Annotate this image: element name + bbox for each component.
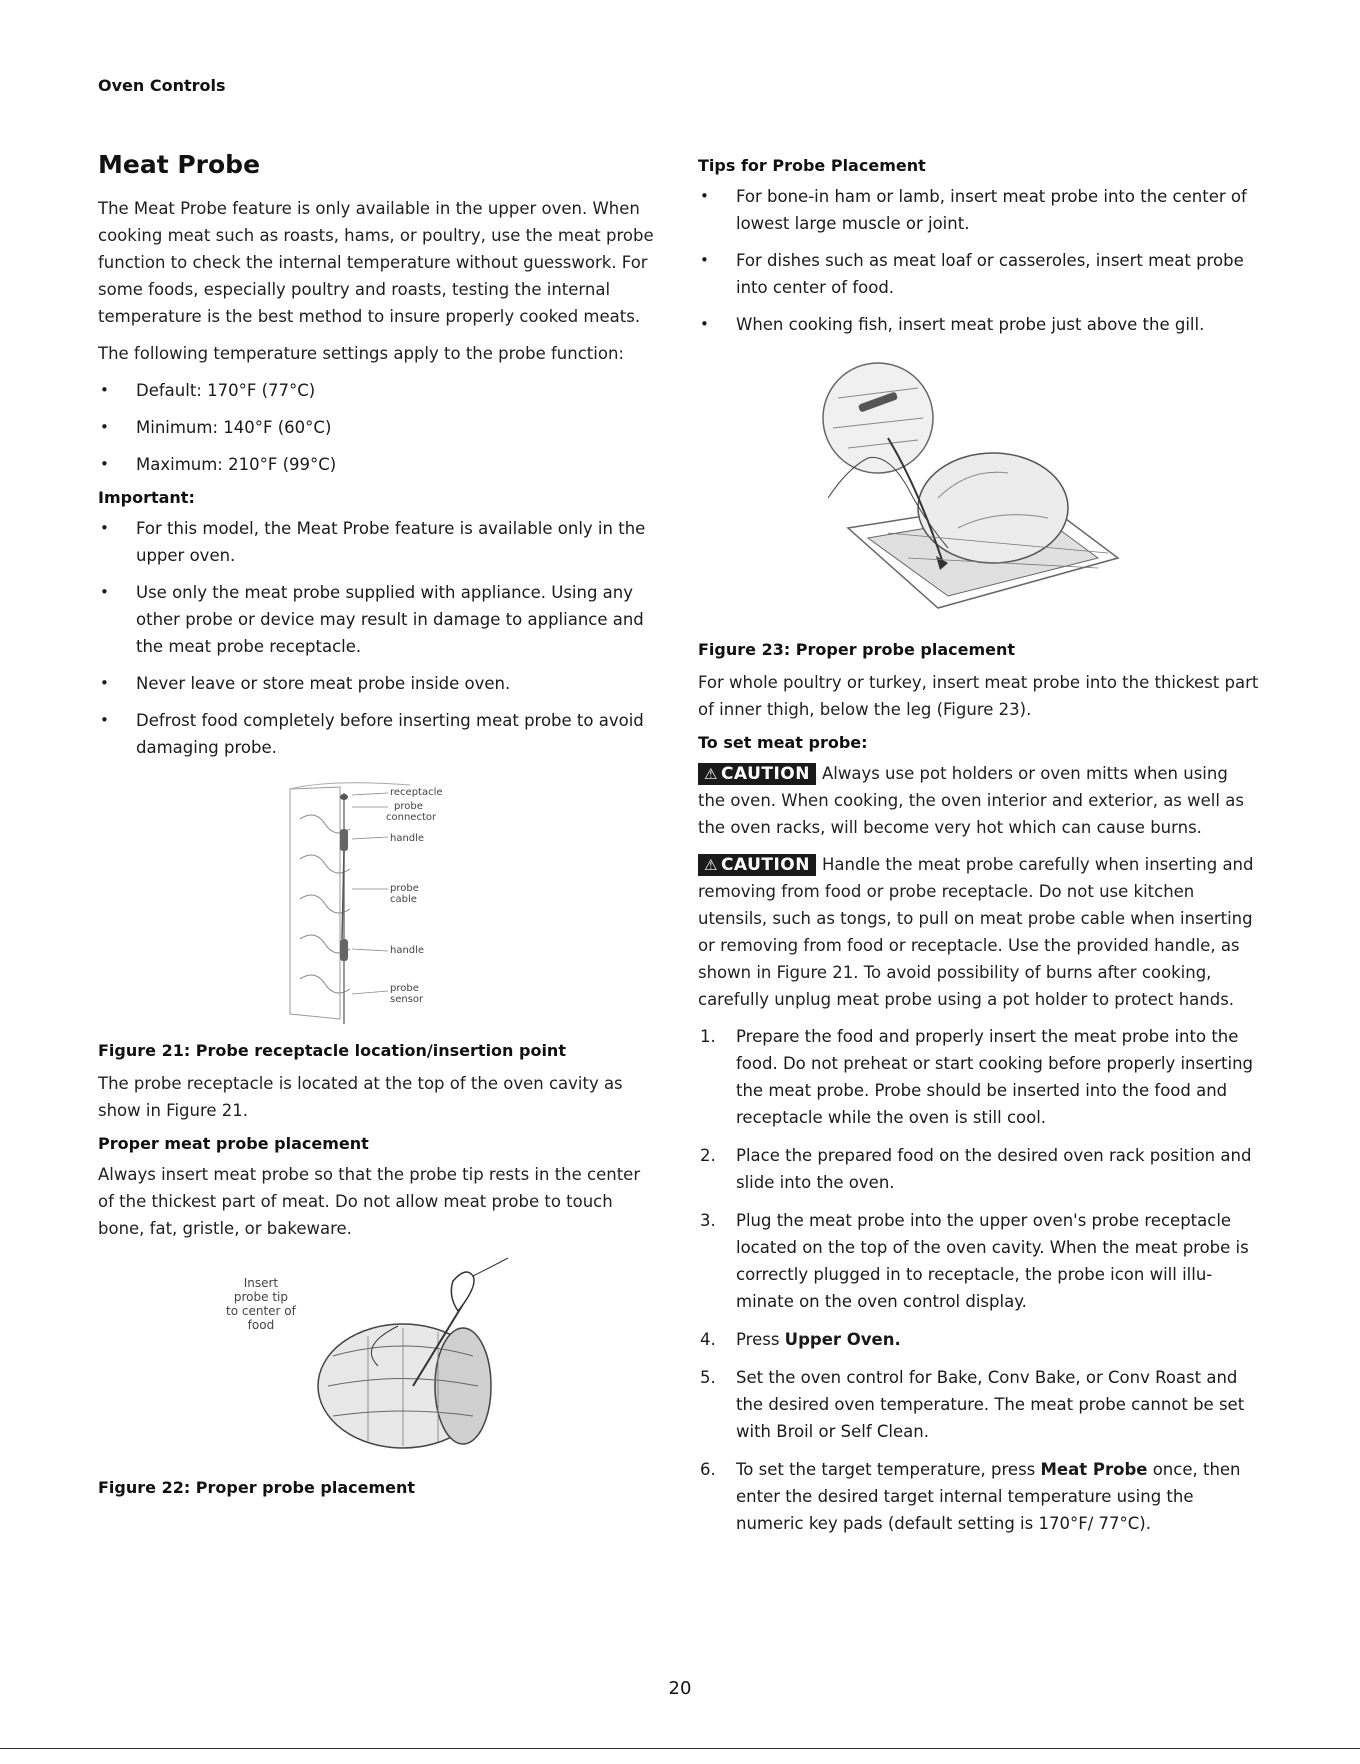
caution-text: Handle the meat probe carefully when inserting and removing from food or probe receptacle. Do not use kitchen utensils, such as tongs, to pull on meat probe cable when inserting or removing from food or receptacle. Use the provided handle, as shown in Figure 21. To avoid possibility of burns after cooking, carefully unplug meat probe using a pot holder to protect hands.	[698, 855, 1254, 1009]
poultry-paragraph: For whole poultry or turkey, insert meat probe into the thickest part of inner thigh, below the leg (Figure 23).	[698, 673, 1259, 719]
step-text: Plug the meat probe into the upper oven's probe receptacle located on the top of the oven cavity. When the meat probe is correctly plugged in to receptacle, the probe icon will illu-minate on the oven control display.	[736, 1211, 1249, 1311]
setup-steps-list	[698, 1023, 1260, 1537]
warning-triangle-icon: ⚠	[704, 765, 718, 783]
important-heading: Important:	[98, 488, 195, 507]
important-list	[98, 515, 660, 761]
figure-22-caption: Figure 22: Proper probe placement	[98, 1478, 416, 1497]
placement-heading: Proper meat probe placement	[98, 1134, 369, 1153]
list-item	[698, 1142, 1260, 1196]
settings-intro: The following temperature settings apply to the probe function:	[98, 344, 624, 363]
label-line: probe tip	[233, 1290, 288, 1304]
figure-21-caption: Figure 21: Probe receptacle location/insertion point	[98, 1041, 566, 1060]
list-item	[698, 1456, 1260, 1537]
step-text: Place the prepared food on the desired oven rack position and slide into the oven.	[736, 1146, 1252, 1192]
step-text: To set the target temperature, press	[736, 1460, 1041, 1479]
list-item	[698, 1364, 1260, 1445]
step-number: 6.	[700, 1460, 716, 1479]
step-bold-text: Upper Oven.	[784, 1330, 901, 1349]
step-text: Set the oven control for Bake, Conv Bake, or Conv Roast and the desired oven temperature. The meat probe cannot be set with Broil or Self Clean.	[736, 1368, 1245, 1441]
label-line: to center of	[226, 1304, 296, 1318]
label-line: Insert	[243, 1276, 279, 1290]
placement-paragraph: Always insert meat probe so that the probe tip rests in the center of the thickest part of meat. Do not allow meat probe to touch bone, fat, gristle, or bakeware.	[98, 1165, 641, 1238]
step-text: once, then enter the desired target internal temperature using the numeric key pads (default setting is 170°F/ 77°C).	[736, 1460, 1241, 1533]
caution-text: Always use pot holders or oven mitts when using the oven. When cooking, the oven interior and exterior, as well as the oven racks, will become very hot which can cause burns.	[698, 764, 1244, 837]
step-bold-text: Meat Probe	[1040, 1460, 1148, 1479]
warning-triangle-icon: ⚠	[704, 856, 718, 874]
list-item: • For dishes such as meat loaf or casseroles, insert meat probe into center of food.	[698, 247, 1260, 301]
list-item: • When cooking fish, insert meat probe just above the gill.	[698, 311, 1260, 338]
caution-paragraph-2	[698, 851, 1260, 1013]
step-text: Prepare the food and properly insert the meat probe into the food. Do not preheat or start cooking before properly inserting the meat probe. Probe should be inserted into the food and receptacle while the oven is still cool.	[736, 1027, 1254, 1127]
right-column	[698, 156, 1260, 1548]
tips-list	[698, 183, 1260, 338]
figure-21-probe-receptacle	[270, 779, 510, 1029]
left-column	[98, 150, 660, 1507]
caution-label: CAUTION	[720, 764, 810, 784]
label-probe-cable-line1: probe	[390, 883, 419, 894]
list-item	[698, 1207, 1260, 1315]
list-item: • For this model, the Meat Probe feature is available only in the upper oven.	[98, 515, 660, 569]
figure-22-probe-placement	[218, 1256, 518, 1466]
label-insert-probe-tip	[226, 1276, 296, 1332]
step-text: Press	[736, 1330, 785, 1349]
label-line: food	[247, 1318, 275, 1332]
receptacle-paragraph: The probe receptacle is located at the top of the oven cavity as show in Figure 21.	[98, 1074, 623, 1120]
label-handle-bottom: handle	[390, 945, 425, 956]
label-probe-sensor-line2: sensor	[390, 994, 424, 1005]
page-number: 20	[668, 1678, 692, 1699]
caution-badge	[698, 763, 816, 785]
step-number: 2.	[700, 1146, 716, 1165]
list-item: • Maximum: 210°F (99°C)	[98, 451, 660, 478]
list-item: • Default: 170°F (77°C)	[98, 377, 660, 404]
step-number: 4.	[700, 1330, 716, 1349]
label-handle-top: handle	[390, 833, 425, 844]
list-item: • For bone-in ham or lamb, insert meat probe into the center of lowest large muscle or joint.	[698, 183, 1260, 237]
caution-paragraph-1	[698, 760, 1260, 841]
list-item: • Never leave or store meat probe inside oven.	[98, 670, 660, 697]
figure-23-caption: Figure 23: Proper probe placement	[698, 640, 1016, 659]
label-probe-connector-line2: connector	[386, 812, 437, 823]
step-number: 1.	[700, 1027, 716, 1046]
label-probe-sensor-line1: probe	[390, 983, 419, 994]
label-probe-connector-line1: probe	[394, 801, 423, 812]
list-item: • Use only the meat probe supplied with appliance. Using any other probe or device may result in damage to appliance and the meat probe receptacle.	[98, 579, 660, 660]
label-probe-cable-line2: cable	[390, 894, 417, 905]
section-header: Oven Controls	[98, 76, 226, 95]
list-item	[698, 1023, 1260, 1131]
figure-23-poultry-placement	[808, 358, 1128, 628]
page-title: Meat Probe	[98, 150, 261, 179]
bottom-rule	[0, 1748, 1360, 1749]
label-receptacle: receptacle	[390, 787, 443, 798]
step-number: 3.	[700, 1211, 716, 1230]
list-item: • Minimum: 140°F (60°C)	[98, 414, 660, 441]
list-item: • Defrost food completely before inserting meat probe to avoid damaging probe.	[98, 707, 660, 761]
temperature-settings-list	[98, 377, 660, 478]
list-item	[698, 1326, 1260, 1353]
caution-label: CAUTION	[720, 855, 810, 875]
step-number: 5.	[700, 1368, 716, 1387]
tips-heading: Tips for Probe Placement	[698, 156, 926, 175]
set-probe-heading: To set meat probe:	[698, 733, 868, 752]
poultry-illustration	[808, 358, 1128, 628]
intro-paragraph: The Meat Probe feature is only available in the upper oven. When cooking meat such as roasts, hams, or poultry, use the meat probe function to check the internal temperature without guesswork. For some foods, especially poultry and roasts, testing the internal temperature is the best method to insure properly cooked meats.	[98, 199, 654, 326]
caution-badge	[698, 854, 816, 876]
